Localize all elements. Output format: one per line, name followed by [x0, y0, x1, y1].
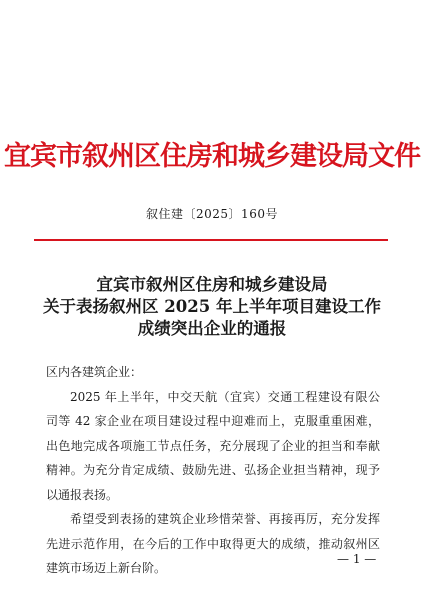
document-number: 叙住建〔2025〕160号: [146, 207, 278, 221]
salutation: 区内各建筑企业：: [46, 365, 143, 379]
body-paragraph-2: 希望受到表扬的建筑企业珍惜荣誉、再接再厉，充分发挥先进示范作用，在今后的工作中取得更大的成绩，推动叙州区建筑市场迈上新台阶。: [46, 512, 380, 575]
title-line-2: 关于表扬叙州区 2025 年上半年项目建设工作: [43, 297, 381, 316]
masthead-divider: [34, 239, 388, 241]
document-body: [46, 360, 380, 581]
title-line-3: 成绩突出企业的通报: [137, 319, 287, 338]
body-paragraph-1: 2025 年上半年，中交天航（宜宾）交通工程建设有限公司等 42 家企业在项目建设过程中迎难而上，克服重重困难，出色地完成各项施工节点任务，充分展现了企业的担当和奉献精神。为充分肯定成绩、鼓励先进、弘扬企业担当精神，现予以通报表扬。: [46, 389, 380, 502]
title-line-1: 宜宾市叙州区住房和城乡建设局: [96, 275, 328, 294]
document-masthead: 宜宾市叙州区住房和城乡建设局文件: [4, 141, 420, 172]
page-number: — 1 —: [337, 552, 377, 566]
document-title: [0, 274, 424, 340]
